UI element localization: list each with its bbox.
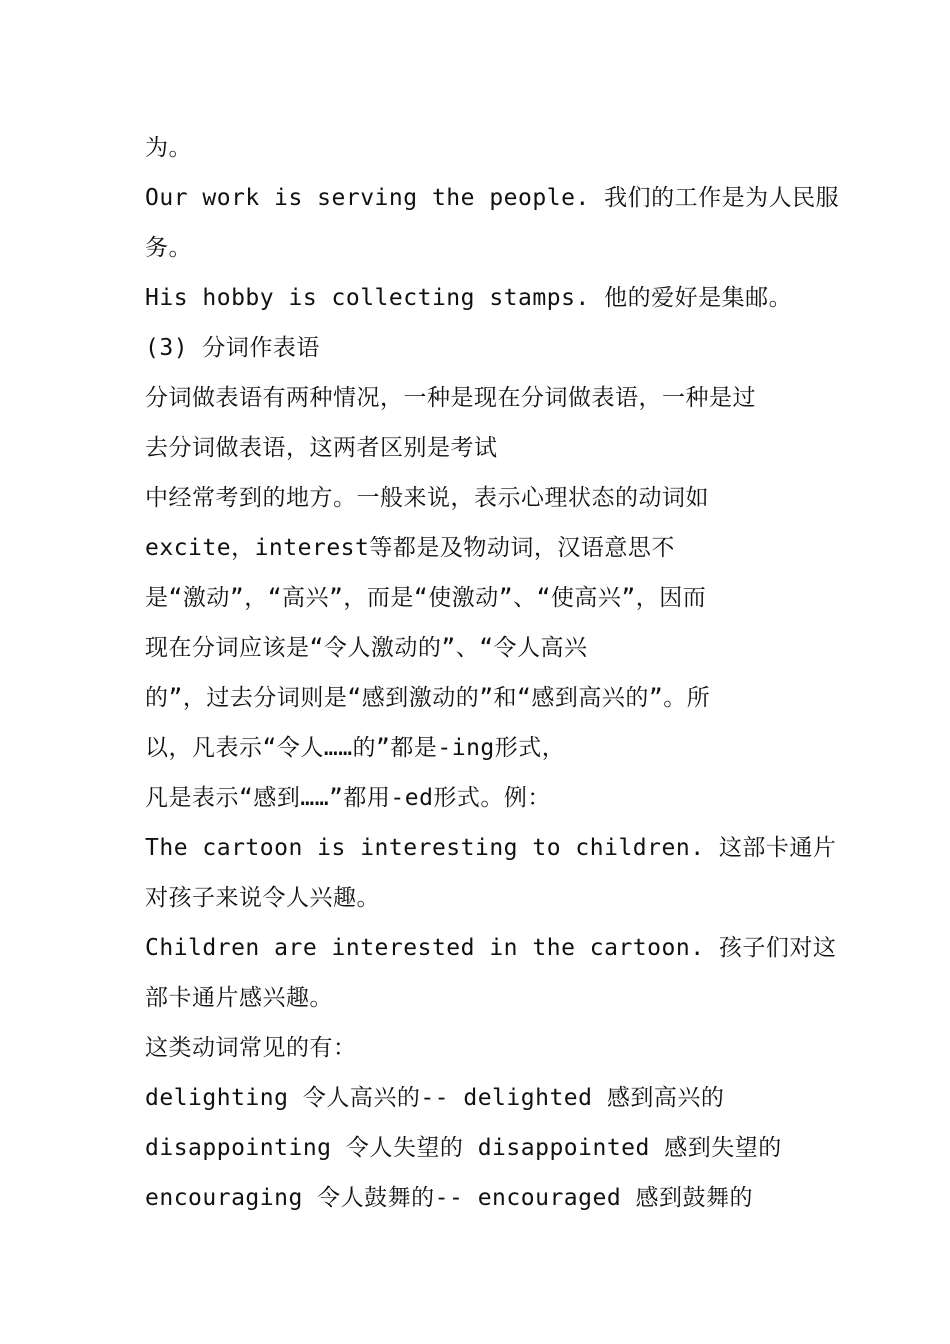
text-line-6: 分词做表语有两种情况，一种是现在分词做表语，一种是过 <box>145 385 756 411</box>
text-line-8: 中经常考到的地方。一般来说，表示心理状态的动词如 <box>145 485 709 511</box>
section-heading: (3) 分词作表语 <box>145 335 320 361</box>
text-line-11: 现在分词应该是“令人激动的”、“令人高兴 <box>145 635 588 661</box>
text-line-12: 的”，过去分词则是“感到激动的”和“感到高兴的”。所 <box>145 685 711 711</box>
example-line-3: Children are interested in the cartoon. 孩子们对这 <box>145 935 837 961</box>
text-line-13: 以，凡表示“令人……的”都是-ing形式， <box>145 735 566 761</box>
text-line-19: 这类动词常见的有： <box>145 1035 357 1061</box>
text-line-14: 凡是表示“感到……”都用-ed形式。例： <box>145 785 551 811</box>
text-line-4: His hobby is collecting stamps. 他的爱好是集邮。 <box>145 285 793 311</box>
example-line-1: The cartoon is interesting to children. 这部卡通片 <box>145 835 837 861</box>
text-line-9: excite，interest等都是及物动词，汉语意思不 <box>145 535 675 561</box>
text-line-2: Our work is serving the people. 我们的工作是为人民服 <box>145 185 840 211</box>
text-line-1: 为。 <box>145 135 192 161</box>
vocab-line-3: encouraging 令人鼓舞的-- encouraged 感到鼓舞的 <box>145 1185 754 1211</box>
vocab-line-1: delighting 令人高兴的-- delighted 感到高兴的 <box>145 1085 725 1111</box>
example-line-2: 对孩子来说令人兴趣。 <box>145 885 380 911</box>
vocab-line-2: disappointing 令人失望的 disappointed 感到失望的 <box>145 1135 782 1161</box>
example-line-4: 部卡通片感兴趣。 <box>145 985 333 1011</box>
text-line-10: 是“激动”，“高兴”，而是“使激动”、“使高兴”，因而 <box>145 585 707 611</box>
text-line-7: 去分词做表语，这两者区别是考试 <box>145 435 498 461</box>
text-line-3: 务。 <box>145 235 192 261</box>
